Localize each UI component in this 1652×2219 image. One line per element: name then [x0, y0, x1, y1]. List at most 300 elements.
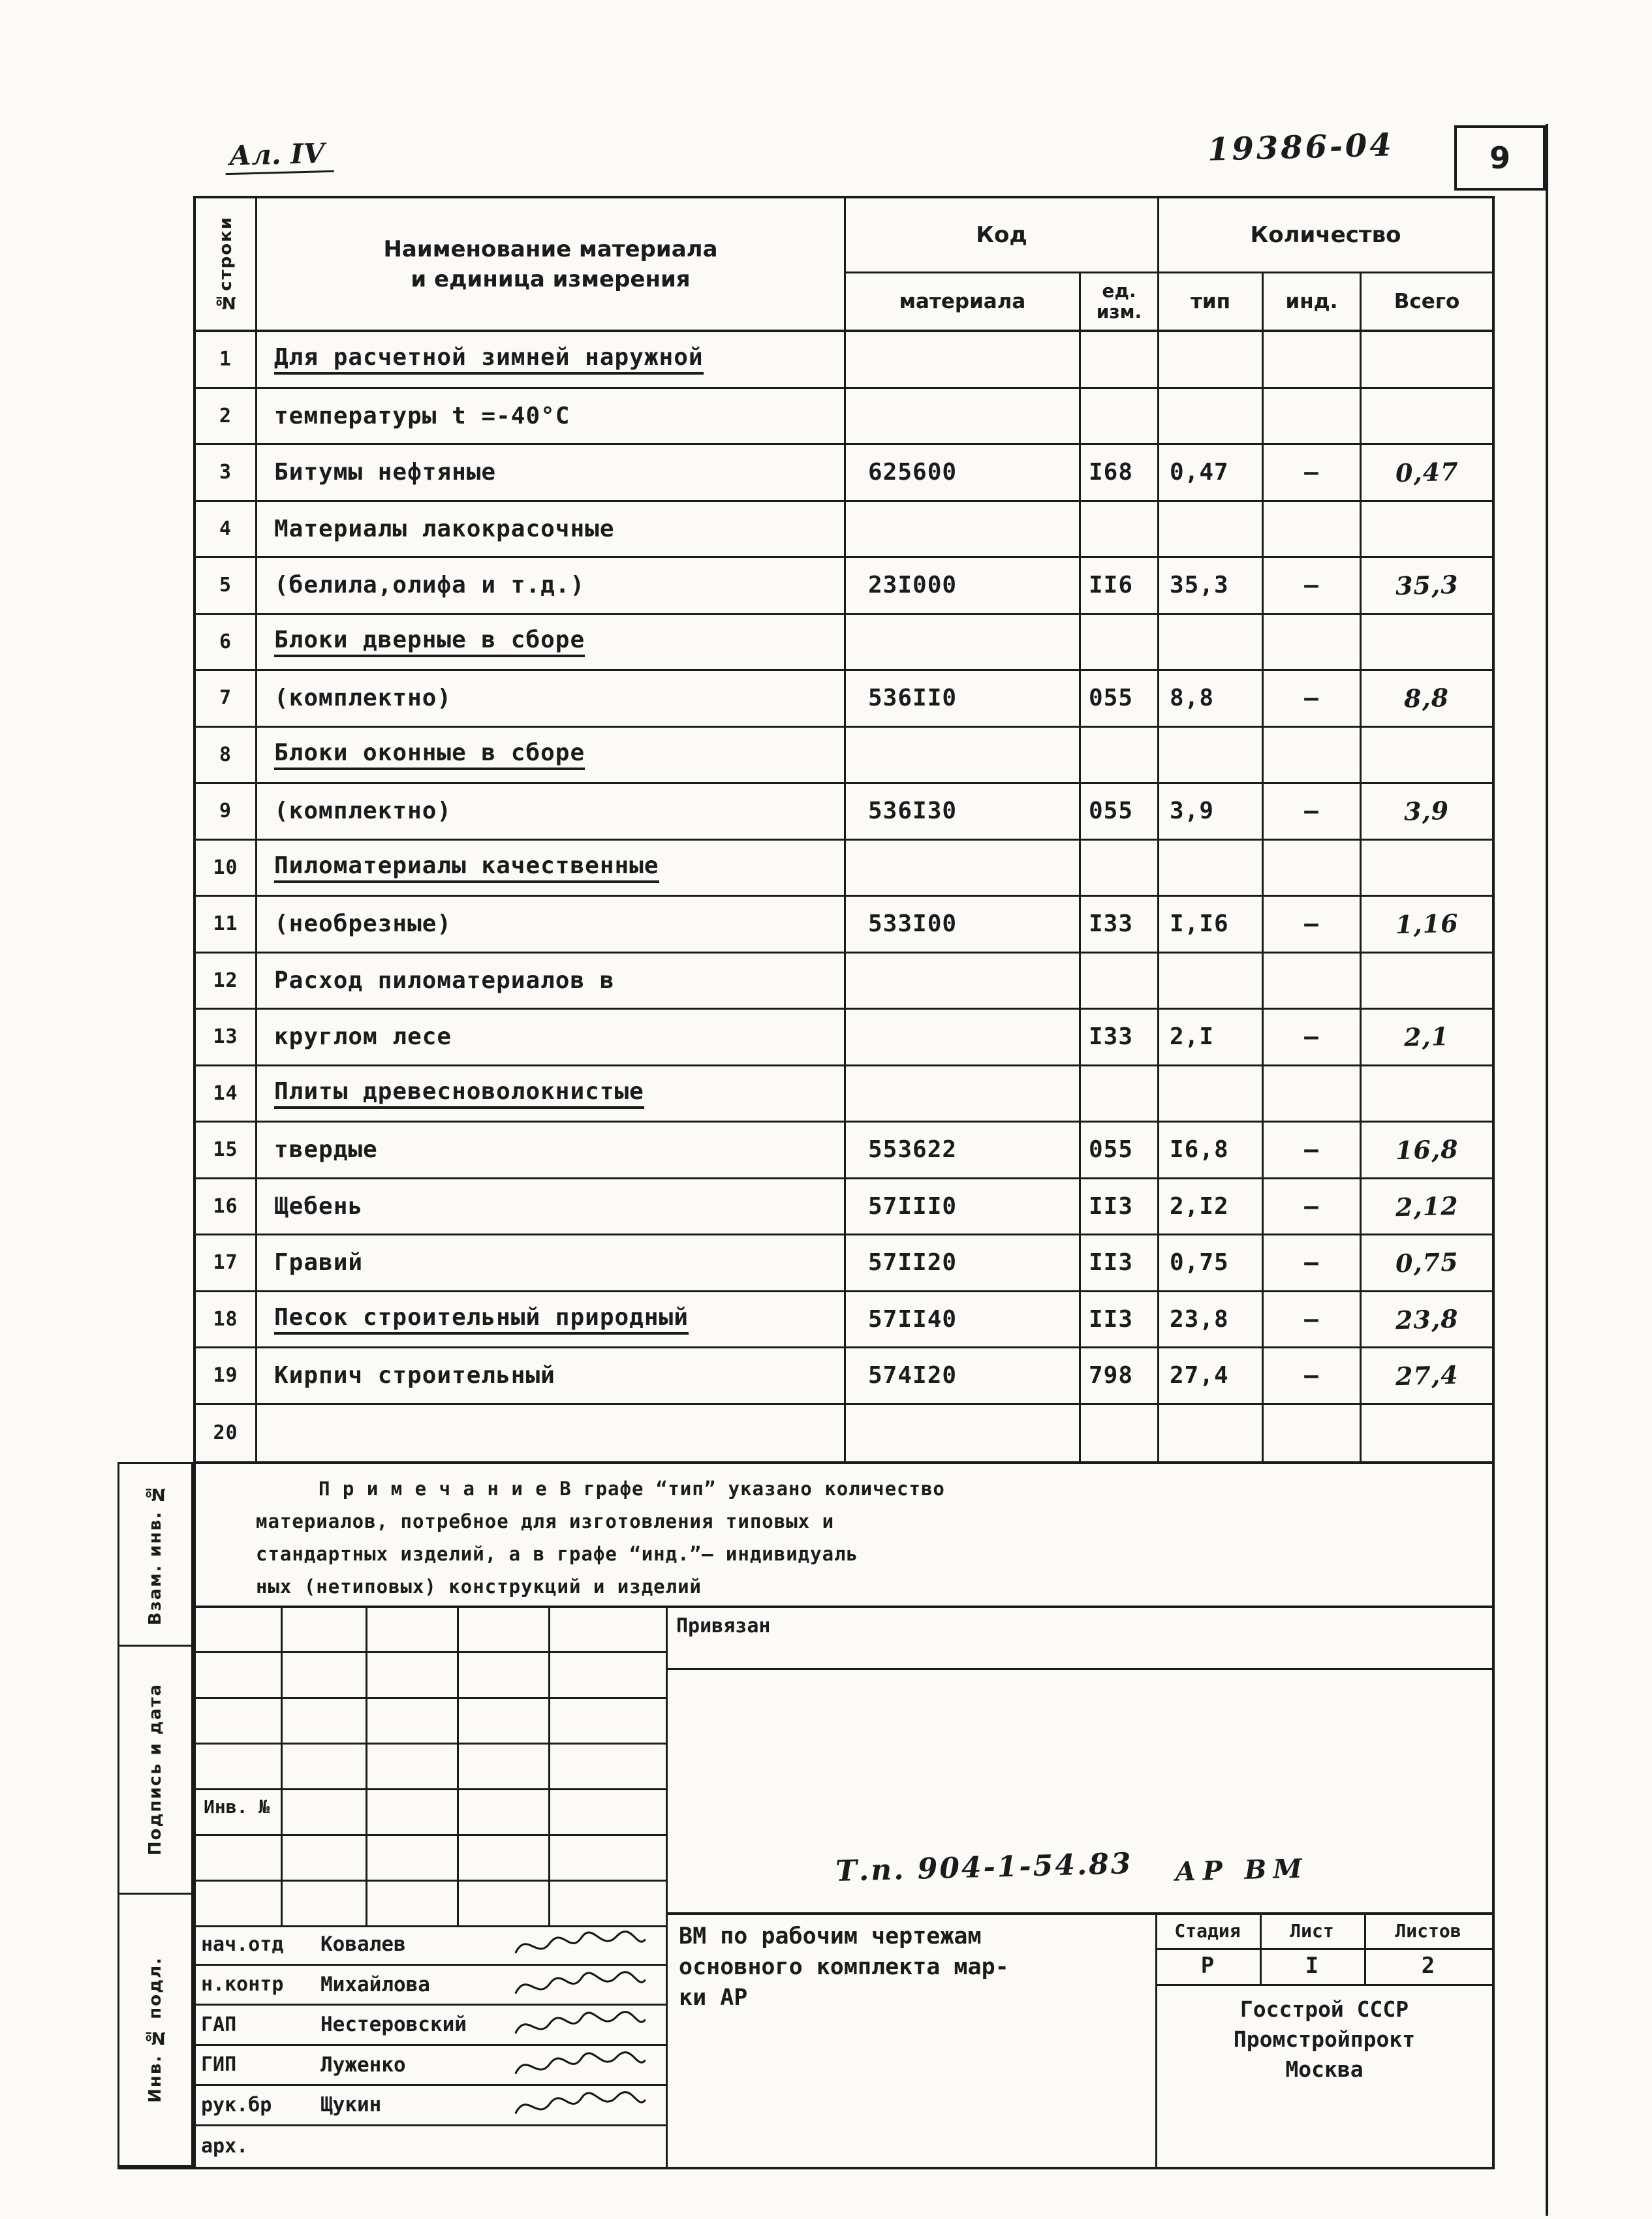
qty-type-cell [1159, 897, 1264, 952]
qty-ind-cell [1264, 1123, 1362, 1177]
staff-rows [193, 1925, 666, 2166]
unit-code-cell [1081, 389, 1159, 444]
qty-total: 27,4 [1395, 1359, 1459, 1391]
table-row [196, 1235, 1492, 1292]
materials-table [193, 196, 1495, 1464]
row-number: 1 [219, 348, 232, 371]
header-ind [1264, 273, 1362, 330]
signature-icon [499, 2009, 662, 2043]
unit-code-cell [1081, 615, 1159, 670]
material-code-cell [846, 445, 1081, 500]
sheets-value: 2 [1421, 1953, 1435, 1979]
qty-type: I,I6 [1170, 910, 1229, 938]
qty-ind-cell [1264, 1405, 1362, 1462]
unit-label-line1: ед. [1102, 280, 1136, 302]
grid-line [366, 1606, 367, 1925]
header-type [1159, 273, 1264, 330]
material-name: Пиломатериалы качественные [274, 852, 659, 883]
table-row [196, 784, 1492, 841]
qty-total: 23,8 [1395, 1303, 1459, 1335]
document-title [679, 1921, 1142, 2013]
qty-ind-cell [1264, 502, 1362, 557]
unit-code-cell [1081, 502, 1159, 557]
qty-ind-cell [1264, 1010, 1362, 1064]
album-label: Ал. IV [225, 137, 334, 175]
signature-icon [499, 1929, 662, 1963]
row-number: 13 [213, 1025, 238, 1049]
material-name-cell [257, 558, 846, 613]
qty-ind: – [1304, 685, 1319, 712]
row-number: 9 [219, 799, 232, 823]
header-unit [1081, 273, 1159, 330]
qty-total-cell [1362, 1235, 1492, 1290]
unit-code: I33 [1089, 1023, 1134, 1051]
material-name: твердые [274, 1136, 378, 1164]
qty-total-cell [1362, 445, 1492, 500]
qty-ind: – [1304, 572, 1319, 599]
material-code-cell [846, 502, 1081, 557]
staff-role: арх. [201, 2134, 249, 2158]
table-row [196, 332, 1492, 389]
organization-line: Промстройпрокт [1233, 2026, 1416, 2052]
qty-total-cell [1362, 1066, 1492, 1121]
document-title-line: ки АР [679, 1985, 748, 2011]
material-code-cell [846, 1235, 1081, 1290]
qty-ind: – [1304, 1305, 1319, 1333]
qty-ind: – [1304, 1136, 1319, 1164]
unit-code-cell [1081, 1010, 1159, 1064]
material-code-cell [846, 954, 1081, 1008]
qty-ind-cell [1264, 841, 1362, 895]
row-number-cell [196, 1123, 257, 1177]
header-code-material [846, 273, 1081, 330]
table-row [196, 1066, 1492, 1123]
grid-line [457, 1606, 459, 1925]
materials-rows [196, 332, 1492, 1461]
code-material-label: материала [899, 290, 1026, 313]
unit-code-cell [1081, 671, 1159, 726]
qty-type: 23,8 [1170, 1305, 1229, 1333]
header-row-number [196, 198, 257, 330]
row-number: 18 [213, 1307, 238, 1331]
organization-line: Госстрой СССР [1239, 1996, 1409, 2022]
table-row [196, 1405, 1492, 1462]
table-row [196, 502, 1492, 559]
row-number-cell [196, 1179, 257, 1234]
qty-type-cell [1159, 445, 1264, 500]
qty-type-cell [1159, 1179, 1264, 1234]
row-number-cell [196, 558, 257, 613]
qty-type-cell [1159, 332, 1264, 387]
material-code: 625600 [868, 459, 958, 486]
unit-code: 055 [1089, 1136, 1134, 1164]
material-code: 536I30 [868, 798, 958, 825]
row-number: 6 [219, 630, 232, 653]
qty-total-cell [1362, 841, 1492, 895]
organization-line: Москва [1285, 2056, 1364, 2082]
qty-type: 2,I2 [1170, 1192, 1229, 1220]
qty-total: 2,1 [1403, 1021, 1450, 1053]
material-name: (необрезные) [274, 910, 452, 938]
qty-type-cell [1159, 841, 1264, 895]
qty-ind-cell [1264, 1292, 1362, 1347]
material-name: (комплектно) [274, 685, 452, 712]
material-name: (белила,олифа и т.д.) [274, 572, 585, 599]
organization-block [1157, 1994, 1492, 2085]
qty-ind-cell [1264, 728, 1362, 783]
unit-code: II6 [1089, 572, 1134, 599]
qty-total-cell [1362, 332, 1492, 387]
material-name: Щебень [274, 1192, 364, 1220]
material-name-cell [257, 897, 846, 952]
material-code: 23I000 [868, 572, 958, 599]
row-number-cell [196, 954, 257, 1008]
qty-type: 3,9 [1170, 798, 1215, 825]
material-name-cell [257, 332, 846, 387]
qty-total-cell [1362, 1179, 1492, 1234]
ind-label: инд. [1285, 290, 1338, 313]
material-name-cell [257, 389, 846, 444]
table-row [196, 897, 1492, 954]
material-name-cell [257, 784, 846, 839]
material-code-cell [846, 841, 1081, 895]
row-number-cell [196, 1348, 257, 1403]
document-title-line: ВМ по рабочим чертежам [679, 1923, 982, 1949]
qty-total-cell [1362, 558, 1492, 613]
unit-code: 798 [1089, 1362, 1134, 1389]
unit-code: I33 [1089, 910, 1134, 938]
material-code-cell [846, 728, 1081, 783]
signature-icon [499, 2089, 662, 2123]
staff-name: Щукин [320, 2093, 382, 2117]
unit-label-line2: изм. [1096, 301, 1142, 322]
qty-ind: – [1304, 1249, 1319, 1277]
qty-type-cell [1159, 1066, 1264, 1121]
material-code-cell [846, 1010, 1081, 1064]
qty-total-cell [1362, 389, 1492, 444]
sheets-header-cell: Листов [1395, 1919, 1461, 1942]
row-number: 8 [219, 743, 232, 766]
qty-ind-cell [1264, 897, 1362, 952]
qty-type-cell [1159, 1348, 1264, 1403]
qty-ind-cell [1264, 445, 1362, 500]
qty-ind-cell [1264, 954, 1362, 1008]
stage-header-cell: Стадия [1174, 1919, 1241, 1942]
row-number: 15 [213, 1138, 238, 1162]
qty-total: 8,8 [1403, 683, 1450, 714]
material-code-cell [846, 558, 1081, 613]
row-number-cell [196, 841, 257, 895]
qty-total-cell [1362, 784, 1492, 839]
qty-type-cell [1159, 1010, 1264, 1064]
frame-line [193, 1606, 1495, 1608]
qty-ind: – [1304, 1362, 1319, 1389]
material-name-cell [257, 615, 846, 670]
signature-icon [499, 2049, 662, 2083]
material-name-cell [257, 841, 846, 895]
row-number-cell [196, 897, 257, 952]
privyazan-label: Привязан [676, 1615, 771, 1637]
margin-section-vzam [119, 1464, 191, 1647]
qty-type: 0,47 [1170, 459, 1229, 486]
staff-row [193, 1925, 666, 1966]
material-name-cell [257, 1123, 846, 1177]
material-name-cell [257, 1405, 846, 1462]
staff-name: Нестеровский [320, 2013, 467, 2037]
grid-line [193, 1651, 666, 1653]
qty-type: I6,8 [1170, 1136, 1229, 1164]
qty-type: 27,4 [1170, 1362, 1229, 1389]
code-group-label: Код [976, 222, 1027, 248]
row-number: 10 [213, 856, 238, 879]
stage-value: Р [1200, 1953, 1215, 1979]
margin-section-inv-podl [119, 1895, 191, 2165]
unit-code-cell [1081, 1405, 1159, 1462]
qty-ind-cell [1264, 784, 1362, 839]
staff-name: Ковалев [320, 1932, 406, 1957]
note-paragraph [256, 1472, 1235, 1603]
material-code-cell [846, 1066, 1081, 1121]
qty-total-cell [1362, 728, 1492, 783]
unit-code: II3 [1089, 1192, 1134, 1220]
table-row [196, 954, 1492, 1010]
material-code: 57III0 [868, 1192, 958, 1220]
material-name-cell [257, 1235, 846, 1290]
material-code-cell [846, 1123, 1081, 1177]
qty-type-cell [1159, 1235, 1264, 1290]
material-code: 536II0 [868, 685, 958, 712]
table-row [196, 558, 1492, 615]
staff-row [193, 2006, 666, 2046]
qty-total-cell [1362, 1405, 1492, 1462]
qty-ind-cell [1264, 332, 1362, 387]
qty-total: 3,9 [1403, 796, 1450, 827]
row-number-cell [196, 502, 257, 557]
row-number: 5 [219, 574, 232, 597]
qty-total-cell [1362, 1292, 1492, 1347]
qty-ind-cell [1264, 1235, 1362, 1290]
unit-code-cell [1081, 954, 1159, 1008]
frame-line [1546, 124, 1548, 2216]
row-number-cell [196, 671, 257, 726]
material-name: (комплектно) [274, 798, 452, 825]
quantity-group-label: Количество [1250, 222, 1401, 248]
qty-ind: – [1304, 798, 1319, 825]
staff-role: ГИП [201, 2053, 237, 2077]
unit-code: 055 [1089, 685, 1134, 712]
grid-line [281, 1606, 283, 1925]
qty-type-cell [1159, 558, 1264, 613]
unit-code-cell [1081, 897, 1159, 952]
table-row [196, 389, 1492, 446]
table-row [196, 1179, 1492, 1236]
unit-code-cell [1081, 332, 1159, 387]
table-row [196, 445, 1492, 502]
sheet-value: I [1305, 1953, 1319, 1979]
material-name-cell [257, 671, 846, 726]
material-name: температуры t =-40°С [274, 402, 570, 429]
material-name: Песок строительный природный [274, 1304, 689, 1335]
margin-section-podpis [119, 1647, 191, 1895]
qty-ind: – [1304, 459, 1319, 486]
material-code-cell [846, 1348, 1081, 1403]
material-name-cell [257, 1348, 846, 1403]
unit-code-cell [1081, 445, 1159, 500]
qty-total-cell [1362, 1010, 1492, 1064]
header-total [1362, 273, 1492, 330]
row-number-cell [196, 1292, 257, 1347]
frame-line [666, 1606, 668, 2167]
drawing-margin-strip [117, 1462, 193, 2167]
unit-code-cell [1081, 1348, 1159, 1403]
frame-line [117, 2167, 1495, 2169]
table-row [196, 1123, 1492, 1179]
header-quantity-group [1159, 198, 1492, 273]
note-line: ных (нетиповых) конструкций и изделий [256, 1575, 702, 1598]
unit-code-cell [1081, 1066, 1159, 1121]
document-title-line: основного комплекта мар- [679, 1954, 1009, 1980]
unit-code-cell [1081, 841, 1159, 895]
material-name-cell [257, 445, 846, 500]
table-row [196, 671, 1492, 728]
note-line: материалов, потребное для изготовления типовых и [256, 1510, 835, 1532]
material-name-cell [257, 1179, 846, 1234]
row-number-cell [196, 728, 257, 783]
staff-role: рук.бр [201, 2093, 272, 2117]
qty-total: 0,47 [1395, 456, 1459, 488]
unit-code-cell [1081, 1123, 1159, 1177]
row-number-label: №строки [215, 216, 236, 312]
qty-type: 8,8 [1170, 685, 1215, 712]
material-code: 533I00 [868, 910, 958, 938]
qty-ind-cell [1264, 1348, 1362, 1403]
row-number-cell [196, 445, 257, 500]
qty-type-cell [1159, 502, 1264, 557]
material-code-cell [846, 1292, 1081, 1347]
qty-type-cell [1159, 671, 1264, 726]
row-number-cell [196, 389, 257, 444]
qty-ind-cell [1264, 558, 1362, 613]
qty-type-cell [1159, 784, 1264, 839]
signature-icon [499, 1969, 662, 2003]
grid-line [193, 1834, 666, 1836]
unit-code: I68 [1089, 459, 1134, 486]
row-number-cell [196, 1235, 257, 1290]
table-row [196, 1292, 1492, 1349]
material-code-cell [846, 897, 1081, 952]
staff-name: Луженко [320, 2053, 406, 2077]
material-code-cell [846, 615, 1081, 670]
table-row [196, 1010, 1492, 1066]
row-number: 16 [213, 1194, 238, 1218]
material-name-cell [257, 1066, 846, 1121]
qty-total: 1,16 [1395, 908, 1459, 940]
material-name: Гравий [274, 1249, 364, 1277]
qty-ind: – [1304, 1192, 1319, 1220]
doc-number: 19386-04 [1207, 127, 1395, 168]
qty-type-cell [1159, 728, 1264, 783]
staff-row [193, 2126, 666, 2167]
table-row [196, 728, 1492, 784]
row-number: 19 [213, 1364, 238, 1388]
row-number-cell [196, 1066, 257, 1121]
row-number: 17 [213, 1251, 238, 1275]
header-material-name [257, 198, 846, 330]
qty-ind: – [1304, 1023, 1319, 1051]
table-row [196, 1348, 1492, 1405]
material-name-cell [257, 728, 846, 783]
unit-code-cell [1081, 784, 1159, 839]
material-code: 57II20 [868, 1249, 958, 1277]
staff-row [193, 2086, 666, 2126]
material-code: 57II40 [868, 1305, 958, 1333]
unit-code: II3 [1089, 1305, 1134, 1333]
material-code-cell [846, 332, 1081, 387]
set-mark-code: АР ВМ [1174, 1853, 1309, 1887]
material-code: 553622 [868, 1136, 958, 1164]
material-code-cell [846, 671, 1081, 726]
qty-total-cell [1362, 954, 1492, 1008]
table-row [196, 615, 1492, 672]
unit-code: II3 [1089, 1249, 1134, 1277]
qty-total-cell [1362, 897, 1492, 952]
header-code-group [846, 198, 1159, 273]
qty-total-cell [1362, 671, 1492, 726]
grid-line [193, 1788, 666, 1790]
material-name-cell [257, 1292, 846, 1347]
grid-line [193, 1697, 666, 1699]
qty-ind-cell [1264, 389, 1362, 444]
row-number-cell [196, 332, 257, 387]
qty-total-cell [1362, 1348, 1492, 1403]
total-label: Всего [1394, 290, 1460, 313]
frame-line [666, 1668, 1492, 1670]
material-name: Плиты древесноволокнистые [274, 1078, 644, 1109]
material-name: Материалы лакокрасочные [274, 515, 615, 542]
unit-code-cell [1081, 558, 1159, 613]
row-number: 11 [213, 912, 238, 936]
type-project-number: Т.п. 904-1-54.83 [835, 1847, 1134, 1888]
inv-podl-label: Инв. № подл. [146, 1957, 165, 2103]
material-name: Для расчетной зимней наружной [274, 344, 704, 375]
qty-type: 35,3 [1170, 572, 1229, 599]
qty-ind: – [1304, 910, 1319, 938]
material-name-label-line1: Наименование материала [383, 236, 718, 262]
row-number: 14 [213, 1081, 238, 1105]
qty-ind-cell [1264, 671, 1362, 726]
qty-type-cell [1159, 1405, 1264, 1462]
qty-total: 16,8 [1395, 1134, 1459, 1166]
row-number-cell [196, 1405, 257, 1462]
qty-total: 2,12 [1395, 1190, 1459, 1222]
qty-total: 0,75 [1395, 1247, 1459, 1279]
material-code-cell [846, 389, 1081, 444]
qty-ind-cell [1264, 1179, 1362, 1234]
material-name: Кирпич строительный [274, 1362, 555, 1389]
table-header [196, 198, 1492, 332]
staff-row [193, 2046, 666, 2087]
grid-line [548, 1606, 550, 1925]
unit-code: 055 [1089, 798, 1134, 825]
grid-line [193, 1880, 666, 1882]
qty-total-cell [1362, 615, 1492, 670]
staff-name: Михайлова [320, 1972, 430, 1996]
staff-role: нач.отд [201, 1932, 284, 1956]
row-number: 3 [219, 461, 232, 484]
material-name: Расход пиломатериалов в [274, 967, 615, 994]
qty-type-cell [1159, 1123, 1264, 1177]
staff-role: н.контр [201, 1973, 284, 1996]
